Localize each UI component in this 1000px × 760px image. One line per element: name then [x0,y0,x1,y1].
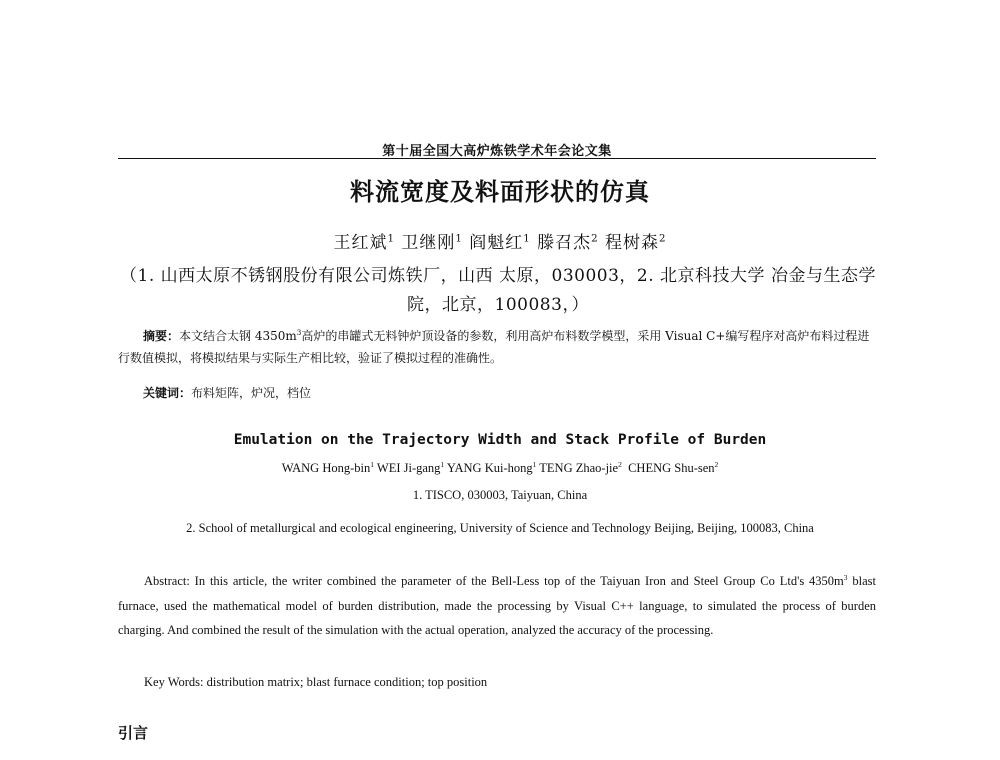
abstract-text-zh-post: 高炉的串罐式无料钟炉顶设备的参数，利用高炉布料数学模型，采用 Visual C+编写程序对高炉布料过程进行数值模拟，将模拟结果与实际生产相比较，验证了模拟过程的准确性。 [118,329,870,365]
abstract-label-zh: 摘要： [143,329,180,343]
author-affiliation-mark: 1 [532,460,537,469]
author-affiliation-mark: 1 [387,233,395,245]
author-name: CHENG Shu-sen [628,461,715,476]
superscript: 3 [843,573,848,582]
keywords-text-zh: 布料矩阵，炉况，档位 [191,386,312,400]
author-name: 王红斌 [333,233,388,253]
running-header: 第十届全国大高炉炼铁学术年会论文集 [382,144,612,159]
author-affiliation-mark: 1 [455,233,463,245]
abstract-zh [118,322,876,369]
author-name: 阎魁红 [469,233,524,253]
abstract-en [118,566,876,643]
affiliation-en-1: 1. TISCO, 030003, Taiyuan, China [412,488,588,502]
author-name: 程树森 [605,233,660,253]
paper-title-zh: 料流宽度及料面形状的仿真 [350,178,650,206]
author-affiliation-mark: 2 [659,233,667,245]
author-list-en [0,460,1000,476]
author-name: TENG Zhao-jie [539,461,619,476]
keywords-zh [143,382,843,404]
keywords-en [144,675,844,690]
author-name: WANG Hong-bin [281,461,371,476]
keywords-label-en: Key Words: [144,675,204,689]
section-heading-introduction: 引言 [118,724,149,742]
author-name: 滕召杰 [537,233,592,253]
abstract-label-en: Abstract: [144,574,190,589]
header-rule [118,158,876,159]
superscript: 3 [296,328,302,337]
keywords-text-en: distribution matrix; blast furnace condition; top position [203,675,488,689]
author-affiliation-mark: 2 [714,460,719,469]
abstract-text-en-part2: blast furnace, used the mathematical model of burden distribution, made the processing by Visual C++ language, to simulated the process of burden charging. And combined the result of the simulation with the actual operation, analyzed the accuracy of the processing. [118,574,876,638]
affiliation-en-2: 2. School of metallurgical and ecological engineering, University of Science and Technology Beijing, Beijing, 100083, China [186,521,814,535]
affiliation-zh: （1. 山西太原不锈钢股份有限公司炼铁厂，山西 太原，030003，2. 北京科技大学 冶金与生态学院，北京，100083，） [120,266,876,315]
paper-title-en: Emulation on the Trajectory Width and Stack Profile of Burden [233,432,767,448]
author-list-zh [0,228,1000,253]
abstract-text-zh-pre: 本文结合太钢 4350m [179,329,297,343]
author-affiliation-mark: 1 [440,460,445,469]
author-affiliation-mark: 2 [591,233,599,245]
author-name: YANG Kui-hong [446,461,533,476]
abstract-text-en-part1: In this article, the writer combined the parameter of the Bell-Less top of the Taiyuan Iron and Steel Group Co Ltd's 4350m [189,574,844,589]
author-affiliation-mark: 2 [618,460,622,469]
author-name: 卫继刚 [401,233,456,253]
keywords-label-zh: 关键词： [143,386,192,400]
author-affiliation-mark: 1 [370,460,374,469]
author-affiliation-mark: 1 [523,233,531,245]
author-name: WEI Ji-gang [376,461,441,476]
